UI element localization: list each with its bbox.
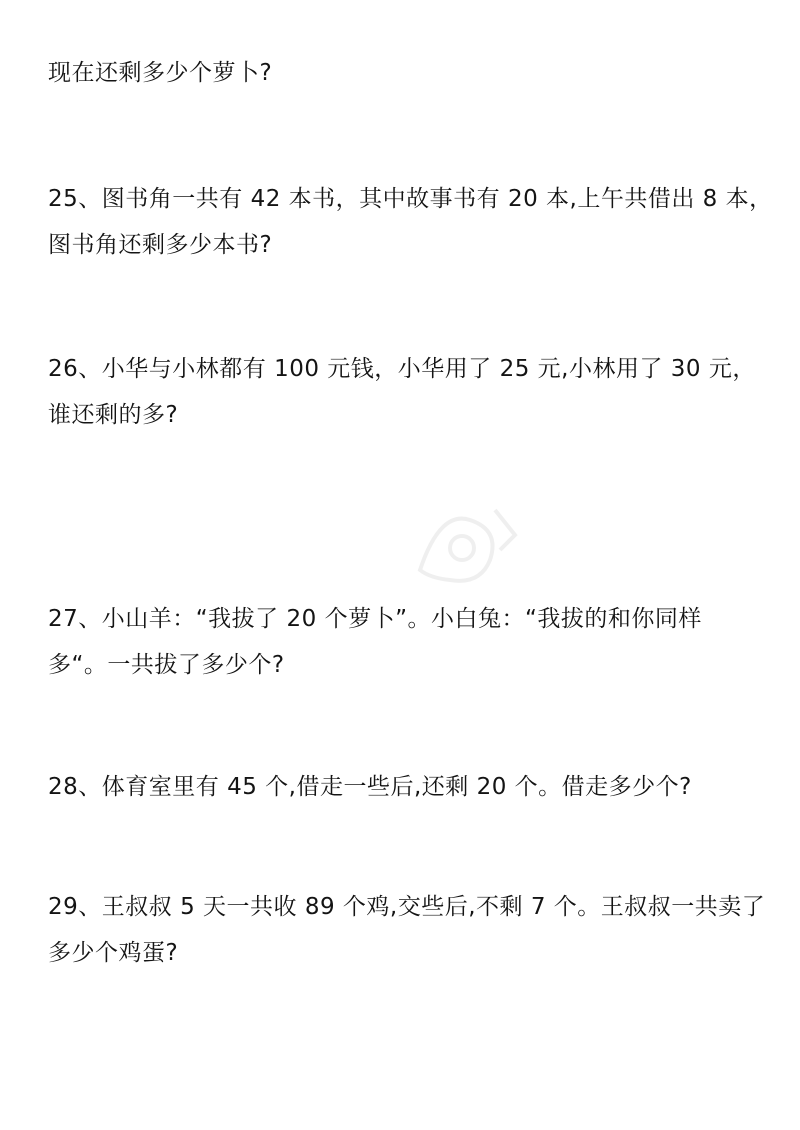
- problem-29: [48, 884, 766, 976]
- problem-text-line: 29、王叔叔 5 天一共收 89 个鸡,交些后,不剩 7 个。王叔叔一共卖了: [48, 894, 766, 920]
- watermark-icon: [400, 490, 530, 600]
- problem-25: [48, 176, 773, 268]
- problem-27: [48, 596, 760, 688]
- problem-text-line: 25、图书角一共有 42 本书，其中故事书有 20 本,上午共借出 8 本，: [48, 186, 773, 212]
- problem-text-line: 多“。一共拔了多少个?: [48, 652, 285, 678]
- problem-text-line: 图书角还剩多少本书?: [48, 232, 273, 258]
- problem-text-line: 现在还剩多少个萝卜?: [48, 60, 273, 86]
- problem-26: [48, 346, 760, 438]
- problem-text-line: 多少个鸡蛋?: [48, 940, 179, 966]
- problem-24-continuation: [48, 50, 760, 96]
- problem-28: [48, 764, 760, 810]
- problem-text-line: 26、小华与小林都有 100 元钱，小华用了 25 元,小林用了 30 元，: [48, 356, 756, 382]
- problem-text-line: 谁还剩的多?: [48, 402, 179, 428]
- problem-text-line: 28、体育室里有 45 个,借走一些后,还剩 20 个。借走多少个?: [48, 774, 692, 800]
- problem-text-line: 27、小山羊：“我拔了 20 个萝卜”。小白兔：“我拔的和你同样: [48, 606, 702, 632]
